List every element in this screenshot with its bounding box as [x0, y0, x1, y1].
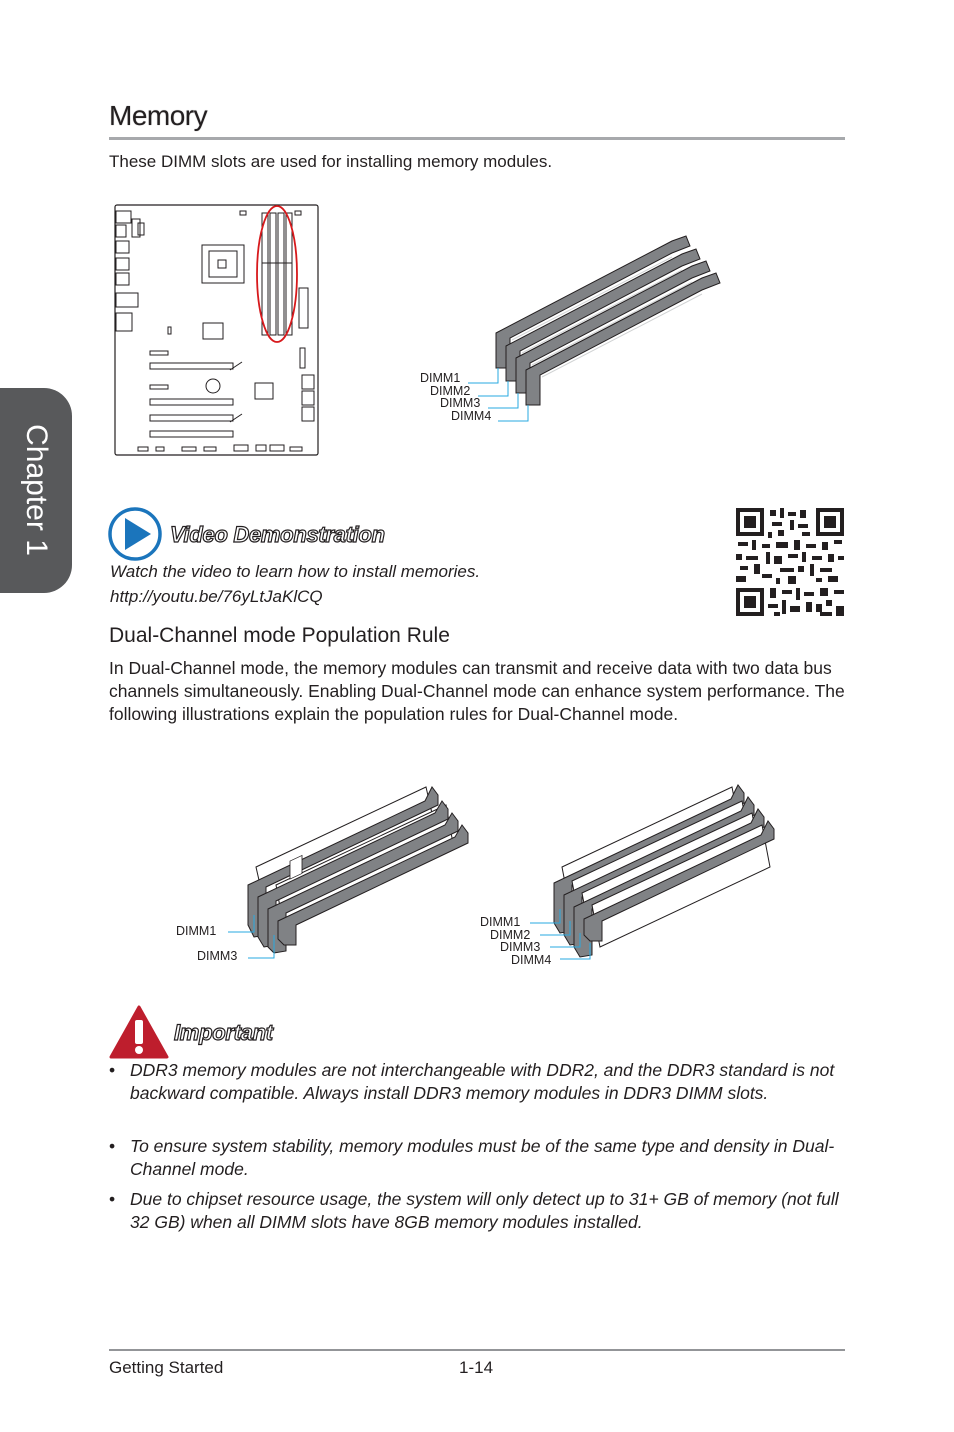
important-title: Important [174, 1020, 273, 1045]
warning-icon [108, 1004, 170, 1060]
dual-channel-body: In Dual-Channel mode, the memory modules can transmit and receive data with two data bus channels simultaneously. Enabling Dual-Channel mode can enhance system performance. The following illustrations explain the population rules for Dual-Channel mode. [109, 658, 845, 724]
dual-left-dimm3-label: DIMM3 [197, 949, 238, 963]
chapter-tab-label: Chapter 1 [20, 424, 53, 556]
video-title: Video Demonstration [170, 522, 385, 547]
intro-text: These DIMM slots are used for installing memory modules. [109, 152, 553, 171]
chapter-tab [0, 388, 72, 593]
dimm1-label: DIMM1 [420, 371, 461, 385]
dimm4-label: DIMM4 [451, 409, 492, 423]
video-description: Watch the video to learn how to install memories. [110, 562, 481, 581]
footer-divider [109, 1349, 845, 1351]
footer-page-number: 1-14 [459, 1358, 494, 1377]
video-url-link[interactable]: http://youtu.be/76yLtJaKlCQ [110, 587, 323, 606]
qr-code[interactable] [736, 508, 844, 616]
title-divider [109, 137, 845, 140]
dual-right-dimm4-label: DIMM4 [511, 953, 552, 967]
dual-right-dimm3-label: DIMM3 [500, 940, 541, 954]
motherboard-diagram [112, 203, 322, 459]
bullet-dot: • [109, 1060, 116, 1080]
bullet-text: DDR3 memory modules are not interchangeable with DDR2, and the DDR3 standard is not backward compatible. Always install DDR3 memory modules in DDR3 DIMM slots. [130, 1060, 835, 1103]
play-icon[interactable] [107, 506, 163, 562]
dual-channel-4-module-diagram [478, 775, 788, 975]
bullet-dot: • [109, 1136, 116, 1156]
dual-channel-title: Dual-Channel mode Population Rule [109, 624, 450, 647]
dimm-slots-diagram [410, 228, 730, 433]
bullet-text: Due to chipset resource usage, the system will only detect up to 31+ GB of memory (not full 32 GB) when all DIMM slots have 8GB memory modules installed. [130, 1189, 839, 1232]
dual-right-dimm2-label: DIMM2 [490, 928, 531, 942]
section-title: Memory [109, 100, 208, 131]
dimm3-label: DIMM3 [440, 396, 481, 410]
bullet-dot: • [109, 1189, 116, 1209]
dual-left-dimm1-label: DIMM1 [176, 924, 217, 938]
bullet-text: To ensure system stability, memory modules must be of the same type and density in Dual-Channel mode. [130, 1136, 835, 1179]
dual-right-dimm1-label: DIMM1 [480, 915, 521, 929]
dimm2-label: DIMM2 [430, 384, 471, 398]
footer-section-name: Getting Started [109, 1358, 224, 1377]
dual-channel-2-module-diagram [170, 775, 480, 970]
